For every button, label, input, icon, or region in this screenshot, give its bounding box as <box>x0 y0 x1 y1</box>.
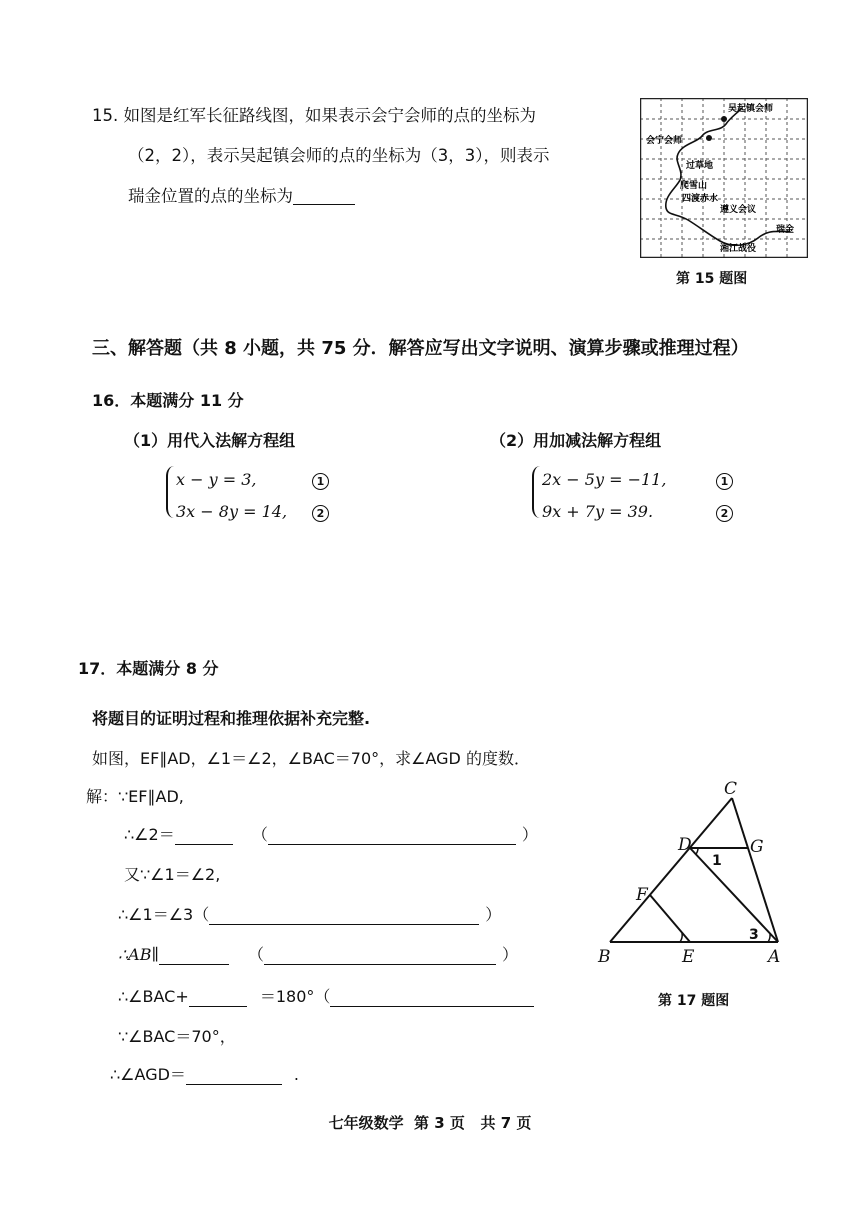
q17-step7-prefix: ∴∠AGD＝ <box>110 1065 186 1084</box>
q17-step3-close-paren: ） <box>485 905 502 924</box>
q16-part2-mark2: 2 <box>716 502 733 522</box>
q16-part1-title: （1）用代入法解方程组 <box>124 431 296 450</box>
q17-step1 <box>124 822 538 845</box>
q17-solution-start: 解：∵EF∥AD, <box>86 787 184 806</box>
long-march-map <box>640 98 808 258</box>
q15-line1 <box>92 108 536 125</box>
q17-step1-prefix: ∴∠2＝ <box>124 825 175 844</box>
q17-header: 17．本题满分 8 分 <box>78 659 219 678</box>
q17-step3-prefix: ∴∠1＝∠3（ <box>118 905 210 924</box>
segment-CA <box>732 798 778 942</box>
q17-step4-close-paren: ） <box>502 945 519 964</box>
snow-mountain-label: 爬雪山 <box>680 181 708 191</box>
q16-part2-eq2: 9x + 7y = 39. <box>542 502 654 521</box>
q16-part1-eq1: x − y = 3, <box>176 470 257 489</box>
label-B: B <box>598 947 611 967</box>
q17-step1-blank[interactable] <box>175 828 233 845</box>
q17-step2: 又∵∠1＝∠2, <box>124 865 221 884</box>
q16-part2-eq1: 2x − 5y = −11, <box>542 470 667 489</box>
q16-part1-eq2: 3x − 8y = 14, <box>176 502 288 521</box>
chishui-label: 四渡赤水 <box>682 194 719 204</box>
q17-step4-blank[interactable] <box>159 948 229 965</box>
q15-line3 <box>128 188 355 205</box>
q15-text-line1: 如图是红军长征路线图，如果表示会宁会师的点的坐标为 <box>123 106 536 125</box>
q15-text-line3: 瑞金位置的点的坐标为 <box>128 186 293 206</box>
q17-step1-reason-blank[interactable] <box>268 828 516 845</box>
zunyi-label: 遵义会议 <box>720 205 757 215</box>
label-G: G <box>750 837 764 857</box>
triangle-diagram <box>592 778 792 974</box>
label-D: D <box>678 835 692 855</box>
q17-step7-suffix: . <box>293 1065 300 1084</box>
grassland-label: 过草地 <box>686 161 714 171</box>
q17-step5-mid: ＝180°（ <box>259 987 331 1006</box>
q16-part2-mark1: 1 <box>716 470 733 490</box>
q16-part1-mark1: 1 <box>312 470 329 490</box>
q17-step4 <box>118 942 518 965</box>
q17-problem: 如图，EF∥AD，∠1＝∠2，∠BAC＝70°，求∠AGD 的度数． <box>92 749 530 768</box>
q17-step7-blank[interactable] <box>186 1068 282 1085</box>
ruijin-label: 瑞金 <box>776 225 795 235</box>
q17-step6: ∵∠BAC＝70°， <box>118 1027 236 1046</box>
q17-figure <box>592 778 792 974</box>
label-E: E <box>682 947 695 967</box>
q15-figure <box>640 98 808 258</box>
q17-step5-blank[interactable] <box>189 990 247 1007</box>
segment-DA <box>690 848 778 942</box>
xiangjiang-label: 湘江战役 <box>720 244 757 254</box>
q16-header: 16．本题满分 11 分 <box>92 391 244 410</box>
q15-answer-blank[interactable] <box>293 188 355 205</box>
q15-number: 15. <box>92 106 119 125</box>
huining-label: 会宁会师 <box>646 136 683 146</box>
q15-figure-caption: 第 15 题图 <box>676 271 748 287</box>
q16-part2-title: （2）用加减法解方程组 <box>490 431 662 450</box>
segment-FE <box>650 895 690 942</box>
q17-step1-close-paren: ） <box>521 825 538 844</box>
label-angle1: 1 <box>712 853 722 869</box>
q17-step3 <box>118 902 501 925</box>
label-F: F <box>636 885 648 905</box>
q17-step1-open-paren: （ <box>251 825 268 844</box>
label-A: A <box>768 947 781 967</box>
q17-figure-caption: 第 17 题图 <box>658 993 730 1009</box>
q17-step5 <box>118 984 534 1007</box>
q17-step5-prefix: ∴∠BAC+ <box>118 987 189 1006</box>
section3-title: 三、解答题（共 8 小题，共 75 分．解答应写出文字说明、演算步骤或推理过程） <box>92 338 749 359</box>
march-route <box>666 108 790 245</box>
q17-step4-open-paren: （ <box>247 945 264 964</box>
wuqi-label: 吴起镇会师 <box>728 104 774 114</box>
q17-step7 <box>110 1062 299 1085</box>
q16-part1-mark2: 2 <box>312 502 329 522</box>
q17-step5-reason-blank[interactable] <box>330 990 534 1007</box>
q17-step3-reason-blank[interactable] <box>209 908 479 925</box>
q17-instruction: 将题目的证明过程和推理依据补充完整. <box>92 709 371 728</box>
q17-step4-prefix: ∴AB∥ <box>118 945 159 964</box>
label-C: C <box>724 779 738 799</box>
page-footer: 七年级数学 第 3 页 共 7 页 <box>328 1114 532 1132</box>
q17-step4-reason-blank[interactable] <box>264 948 496 965</box>
q16-part2-brace <box>532 466 542 518</box>
q15-text-line2: （2，2），表示吴起镇会师的点的坐标为（3，3），则表示 <box>128 146 550 165</box>
q16-part1-brace <box>166 466 176 518</box>
label-angle3: 3 <box>749 927 759 943</box>
